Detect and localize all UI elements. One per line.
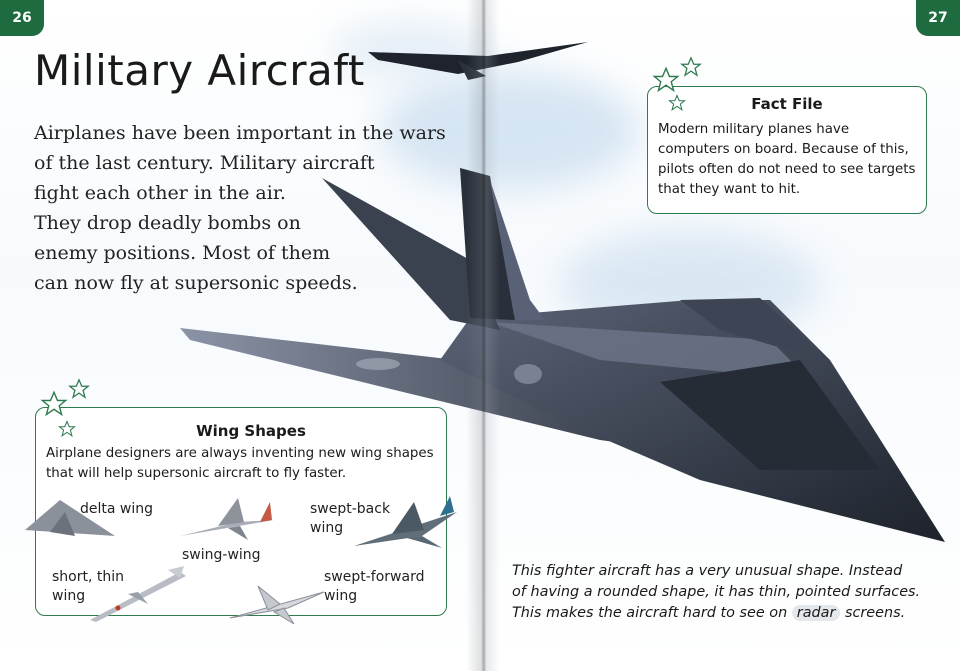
intro-line: Airplanes have been important in the wars bbox=[34, 122, 446, 144]
wing-shapes-heading: Wing Shapes bbox=[196, 422, 306, 440]
caption-line: This fighter aircraft has a very unusual shape. Instead bbox=[512, 563, 903, 579]
label-swept-back-line2: wing bbox=[310, 520, 344, 536]
caption-text: This makes the aircraft hard to see on bbox=[512, 605, 792, 621]
label-swing-wing: swing-wing bbox=[182, 547, 261, 563]
caption-line: of having a rounded shape, it has thin, pointed surfaces. bbox=[512, 584, 921, 600]
fact-file-body: Modern military planes have computers on board. Because of this, pilots often do not need to see targets that they want to hit. bbox=[658, 122, 916, 197]
star-outline-icon bbox=[68, 378, 90, 400]
star-outline-icon bbox=[680, 56, 702, 78]
intro-line: enemy positions. Most of them bbox=[34, 242, 331, 264]
label-swept-forward-line2: wing bbox=[324, 588, 358, 604]
intro-line: can now fly at supersonic speeds. bbox=[34, 272, 358, 294]
swing-wing-jet-icon bbox=[178, 492, 278, 542]
intro-line: of the last century. Military aircraft bbox=[34, 152, 375, 174]
star-outline-icon bbox=[652, 66, 680, 94]
caption-text: screens. bbox=[840, 605, 906, 621]
book-gutter bbox=[466, 0, 500, 671]
intro-paragraph bbox=[34, 118, 446, 298]
swept-forward-wing-jet-icon bbox=[228, 578, 328, 628]
wing-shapes-body: Airplane designers are always inventing new wing shapes that will help supersonic aircraft to fly faster. bbox=[46, 446, 434, 481]
label-short-thin-line2: wing bbox=[52, 588, 86, 604]
caption-line bbox=[512, 603, 932, 624]
fact-file-heading: Fact File bbox=[751, 95, 823, 113]
fact-file-box bbox=[647, 86, 927, 214]
star-outline-icon bbox=[668, 94, 686, 112]
intro-line: fight each other in the air. bbox=[34, 182, 286, 204]
label-delta-wing: delta wing bbox=[80, 501, 154, 517]
star-outline-icon bbox=[58, 420, 76, 438]
label-swept-back-line1: swept-back bbox=[310, 501, 391, 517]
label-short-thin-line1: short, thin bbox=[52, 569, 125, 585]
glossary-term-radar: radar bbox=[792, 605, 841, 621]
label-swept-forward-line1: swept-forward bbox=[324, 569, 425, 585]
page-title: Military Aircraft bbox=[34, 46, 365, 95]
image-caption bbox=[512, 561, 932, 624]
intro-line: They drop deadly bombs on bbox=[34, 212, 301, 234]
page-number-left: 26 bbox=[0, 0, 44, 36]
page-number-right: 27 bbox=[916, 0, 960, 36]
star-outline-icon bbox=[40, 390, 68, 418]
